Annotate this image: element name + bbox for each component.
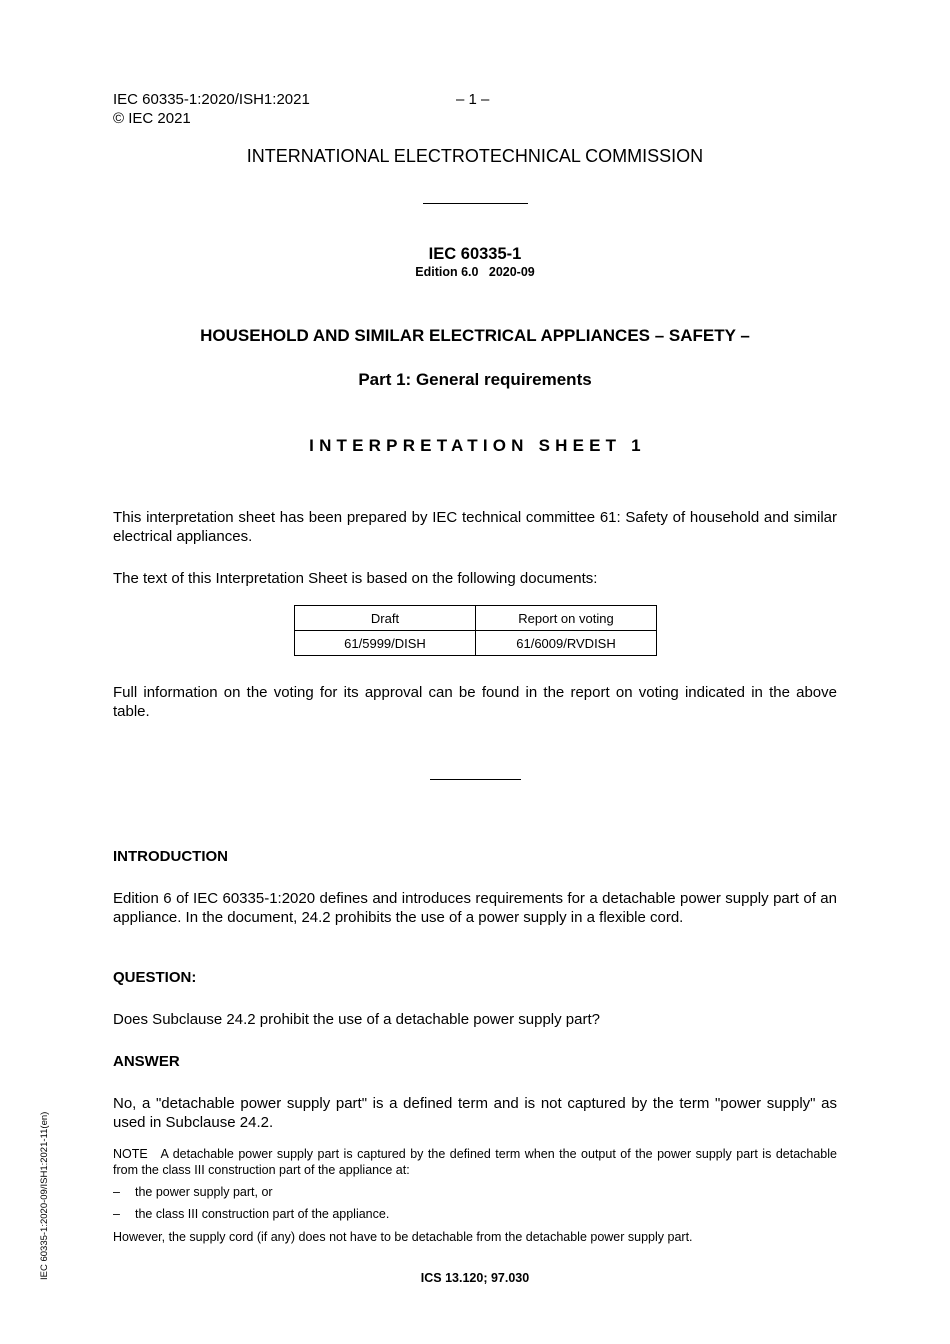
prepared-by-paragraph: This interpretation sheet has been prepared by IEC technical committee 61: Safety of household and similar electrical appliances. — [113, 509, 837, 545]
documents-table — [294, 605, 657, 656]
ics-code: ICS 13.120; 97.030 — [420, 1271, 530, 1285]
table-header-voting: Report on voting — [476, 606, 657, 631]
table-row — [295, 631, 657, 656]
note-bullet-2 — [113, 1207, 389, 1223]
document-part-title: Part 1: General requirements — [358, 370, 592, 389]
question-heading: QUESTION: — [113, 969, 197, 986]
bullet-text: the class III construction part of the appliance. — [135, 1207, 390, 1221]
standard-edition: Edition 6.0 2020-09 — [415, 265, 535, 279]
document-title: HOUSEHOLD AND SIMILAR ELECTRICAL APPLIANCES – SAFETY – — [200, 326, 750, 345]
based-on-paragraph: The text of this Interpretation Sheet is based on the following documents: — [113, 570, 598, 587]
bullet-text: the power supply part, or — [135, 1185, 273, 1199]
full-info-paragraph: Full information on the voting for its approval can be found in the report on voting indicated in the above table. — [113, 684, 837, 720]
answer-note — [113, 1147, 837, 1178]
side-reference: IEC 60335-1:2020-09/ISH1:2021-11(en) — [39, 1111, 50, 1280]
table-header-draft: Draft — [295, 606, 476, 631]
answer-text: No, a "detachable power supply part" is a defined term and is not captured by the term "power supply" as used in Subclause 24.2. — [113, 1095, 837, 1131]
table-cell-voting: 61/6009/RVDISH — [476, 631, 657, 656]
dash-glyph: – — [113, 1185, 120, 1199]
note-text: A detachable power supply part is captured by the defined term when the output of the power supply part is detachable from the class III construction part of the appliance at: — [113, 1147, 837, 1177]
document-reference: IEC 60335-1:2020/ISH1:2021 — [113, 91, 310, 108]
sheet-title: INTERPRETATION SHEET 1 — [309, 436, 646, 455]
note-bullet-1 — [113, 1185, 273, 1201]
introduction-heading: INTRODUCTION — [113, 848, 228, 865]
introduction-text: Edition 6 of IEC 60335-1:2020 defines and introduces requirements for a detachable power supply part of an appliance. In the document, 24.2 prohibits the use of a power supply in a flexible cord. — [113, 890, 837, 926]
divider-top — [423, 203, 528, 204]
question-text: Does Subclause 24.2 prohibit the use of a detachable power supply part? — [113, 1011, 600, 1028]
answer-heading: ANSWER — [113, 1053, 180, 1070]
divider-middle — [430, 779, 521, 780]
note-label: NOTE — [113, 1147, 148, 1161]
note-closing: However, the supply cord (if any) does not have to be detachable from the detachable power supply part. — [113, 1230, 693, 1244]
dash-glyph: – — [113, 1207, 120, 1221]
table-cell-draft: 61/5999/DISH — [295, 631, 476, 656]
copyright: © IEC 2021 — [113, 110, 191, 127]
organization-name: INTERNATIONAL ELECTROTECHNICAL COMMISSION — [246, 146, 704, 166]
table-header-row — [295, 606, 657, 631]
standard-number: IEC 60335-1 — [428, 245, 522, 263]
page-number: – 1 – — [456, 91, 490, 108]
